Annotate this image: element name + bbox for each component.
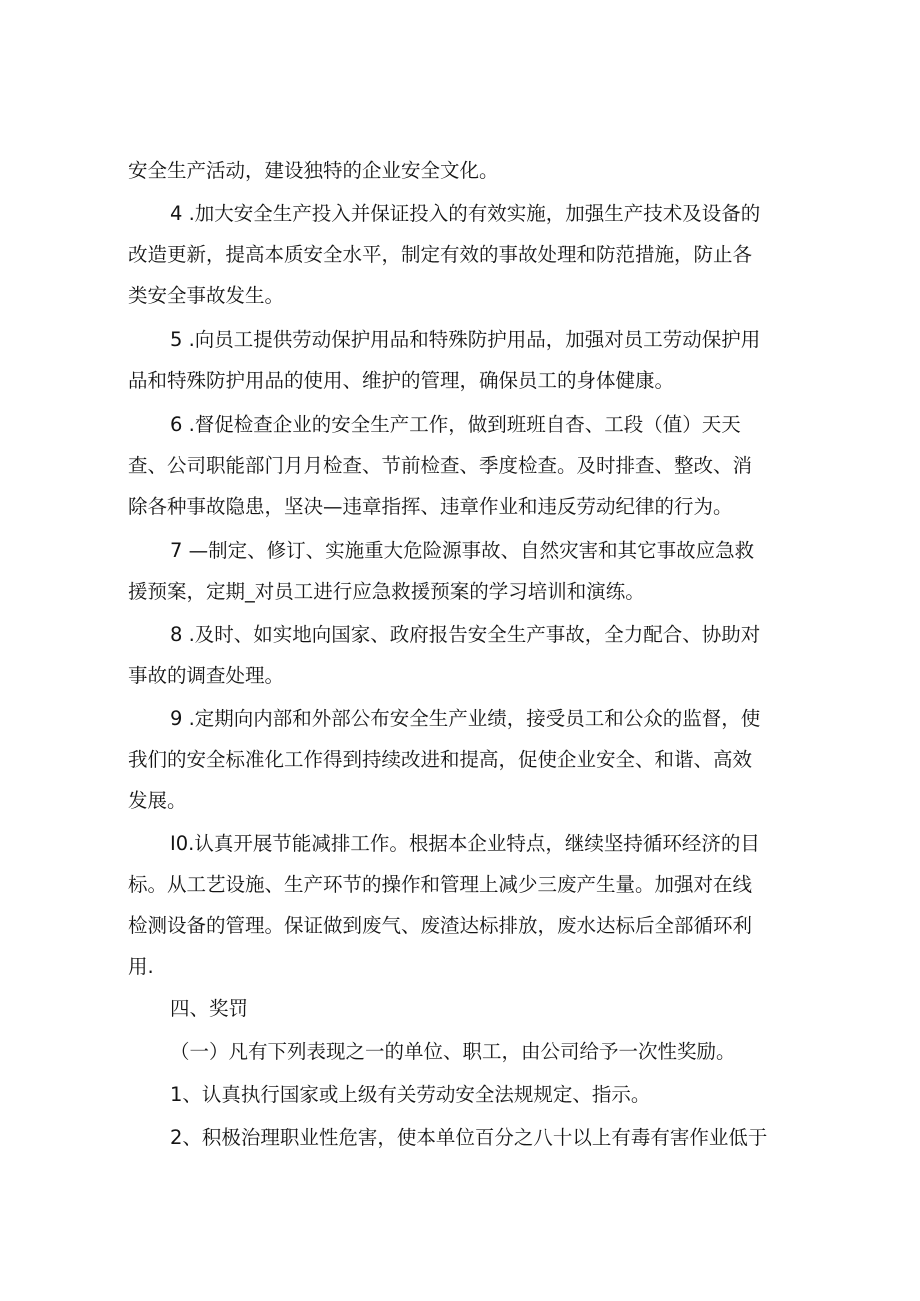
text-line: 除各种事故隐患，坚决—违章指挥、违章作业和违反劳动纪律的行为。 [128, 495, 733, 518]
text-line: 类安全事故发生。 [128, 284, 285, 307]
text-line: 1、认真执行国家或上级有关劳动安全法规规定、指示。 [170, 1083, 651, 1106]
text-line: 发展。 [128, 789, 187, 812]
text-line: 8 .及时、如实地向国家、政府报告安全生产事故，全力配合、协助对 [170, 623, 761, 646]
text-line: （一）凡有下列表现之一的单位、职工，由公司给予一次性奖励。 [170, 1040, 736, 1063]
text-line: 9 .定期向内部和外部公布安全生产业绩，接受员工和公众的监督，使 [170, 707, 761, 730]
text-line: 改造更新，提高本质安全水平，制定有效的事故处理和防范措施，防止各 [128, 243, 753, 266]
text-line: I0.认真开展节能减排工作。根据本企业特点，继续坚持循环经济的目 [170, 832, 760, 855]
text-line: 6 .督促检查企业的安全生产工作，做到班班自杳、工段（值）天天 [170, 413, 741, 436]
text-line: 检测设备的管理。保证做到废气、废渣达标排放，废水达标后全部循环利 [128, 914, 753, 937]
text-line: 援预案，定期_对员工进行应急救援预案的学习培训和演练。 [128, 580, 645, 603]
text-line: 安全生产活动，建设独特的企业安全文化。 [128, 159, 499, 182]
text-line: 5 .向员工提供劳动保护用品和特殊防护用品，加强对员工劳动保护用 [170, 328, 761, 351]
text-line: 品和特殊防护用品的使用、维护的管理，确保员工的身体健康。 [128, 369, 675, 392]
text-line: 4 .加大安全生产投入并保证投入的有效实施，加强生产技术及设备的 [170, 202, 761, 225]
text-line: 我们的安全标准化工作得到持续改进和提高，促使企业安全、和谐、高效 [128, 748, 753, 771]
text-line: 查、公司职能部门月月检查、节前检查、季度检查。及时排查、整改、消 [128, 454, 753, 477]
section-heading: 四、奖罚 [170, 997, 249, 1020]
text-line: 标。从工艺设施、生产环节的操作和管理上减少三废产生量。加强对在线 [128, 873, 753, 896]
text-line: 事故的调查处理。 [128, 664, 285, 687]
text-line: 2、积极治理职业性危害，使本单位百分之八十以上有毒有害作业低于 [170, 1126, 768, 1149]
text-line: 用. [128, 955, 154, 978]
text-line: 7 —制定、修订、实施重大危险源事故、自然灾害和其它事故应急救 [170, 539, 755, 562]
